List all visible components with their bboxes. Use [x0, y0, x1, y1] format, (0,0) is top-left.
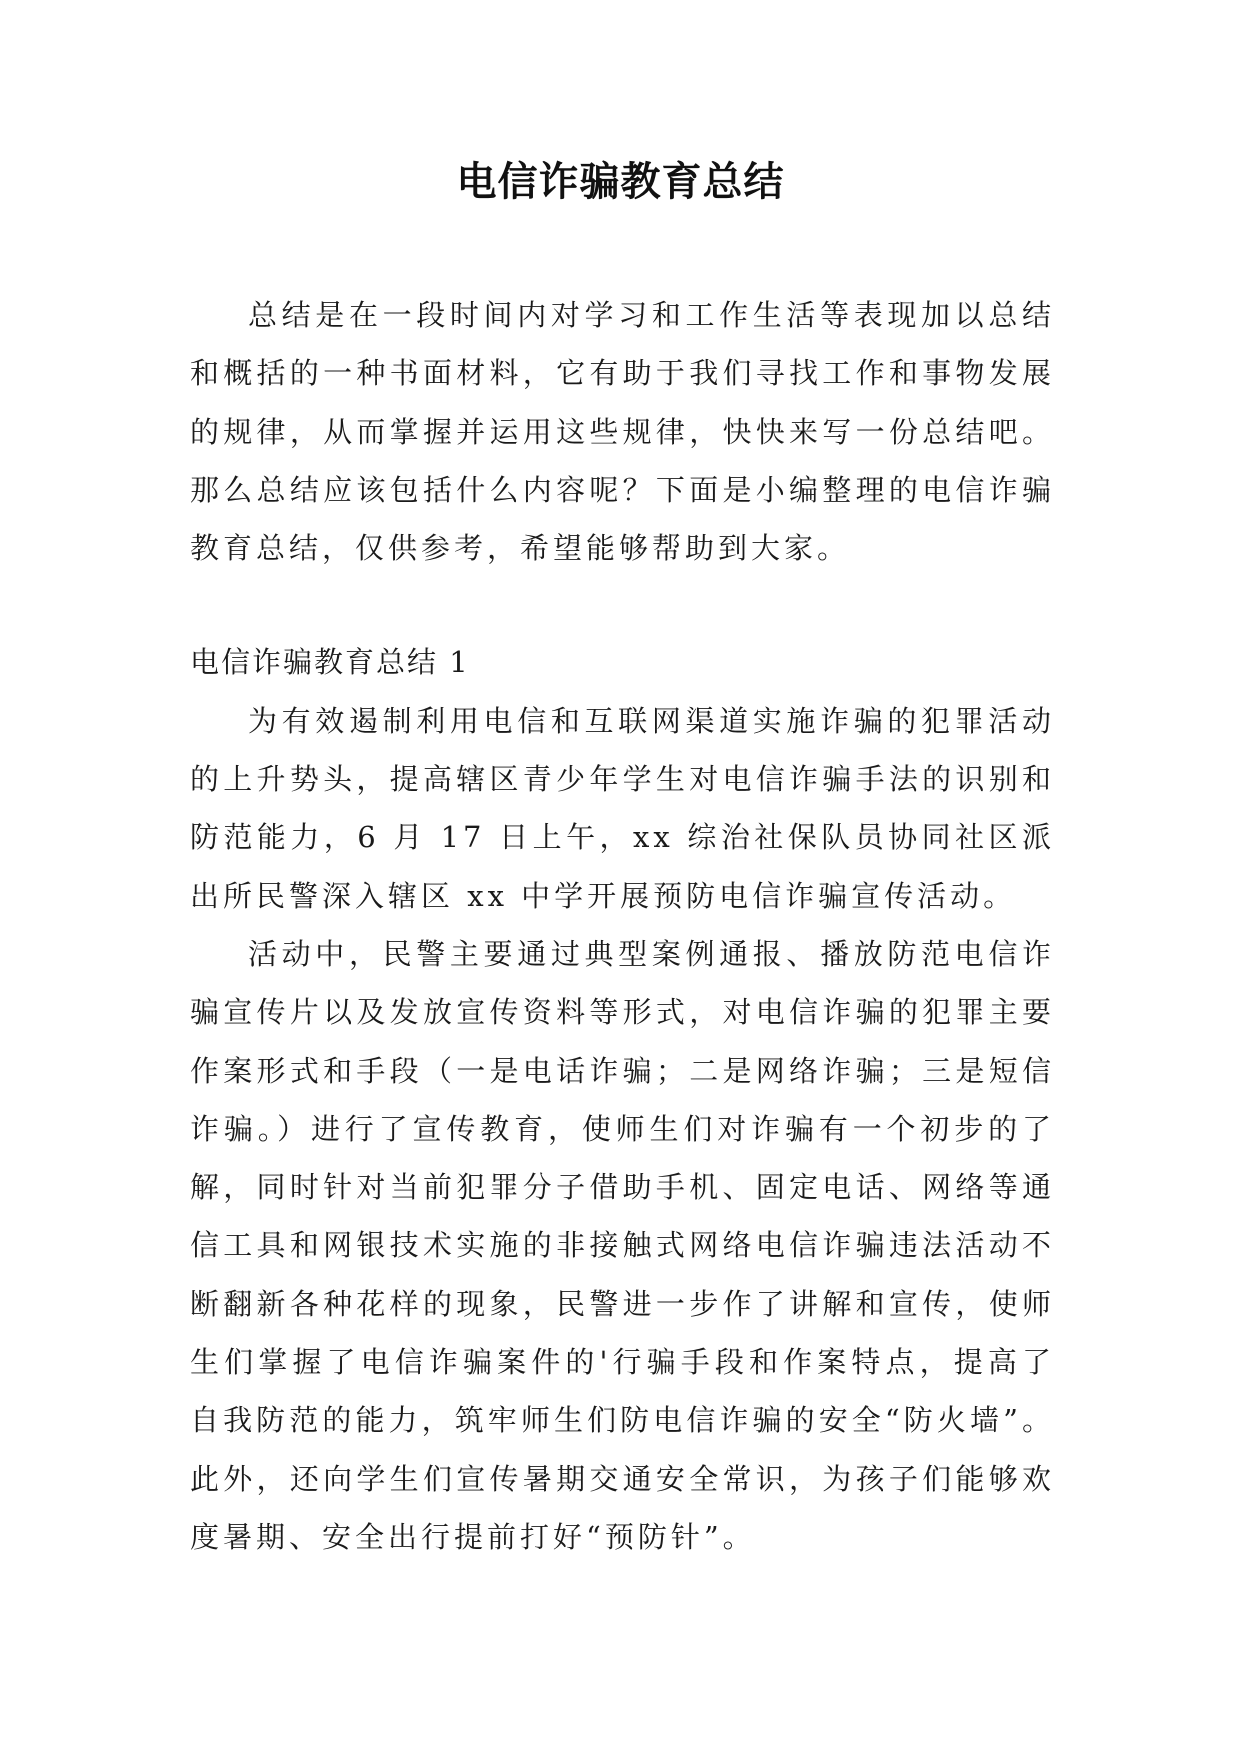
- document-title: 电信诈骗教育总结: [456, 159, 785, 205]
- document-body: [190, 286, 1055, 1566]
- body-paragraph: 活动中，民警主要通过典型案例通报、播放防范电信诈骗宣传片以及发放宣传资料等形式，对电信诈骗的犯罪主要作案形式和手段（一是电话诈骗；二是网络诈骗；三是短信诈骗。）进行了宣传教育，使师生们对诈骗有一个初步的了解，同时针对当前犯罪分子借助手机、固定电话、网络等通信工具和网银技术实施的非接触式网络电信诈骗违法活动不断翻新各种花样的现象，民警进一步作了讲解和宣传，使师生们掌握了电信诈骗案件的'行骗手段和作案特点，提高了自我防范的能力，筑牢师生们防电信诈骗的安全“防火墙”。此外，还向学生们宣传暑期交通安全常识，为孩子们能够欢度暑期、安全出行提前打好“预防针”。: [190, 936, 1055, 1554]
- body-paragraph: 为有效遏制利用电信和互联网渠道实施诈骗的犯罪活动的上升势头，提高辖区青少年学生对电信诈骗手法的识别和防范能力，6 月 17 日上午，xx 综治社保队员协同社区派出所民警深入辖区 xx 中学开展预防电信诈骗宣传活动。: [190, 703, 1055, 913]
- section-heading: 电信诈骗教育总结 1: [190, 645, 470, 680]
- intro-paragraph: 总结是在一段时间内对学习和工作生活等表现加以总结和概括的一种书面材料，它有助于我们寻找工作和事物发展的规律，从而掌握并运用这些规律，快快来写一份总结吧。那么总结应该包括什么内容呢？下面是小编整理的电信诈骗教育总结，仅供参考，希望能够帮助到大家。: [190, 298, 1055, 566]
